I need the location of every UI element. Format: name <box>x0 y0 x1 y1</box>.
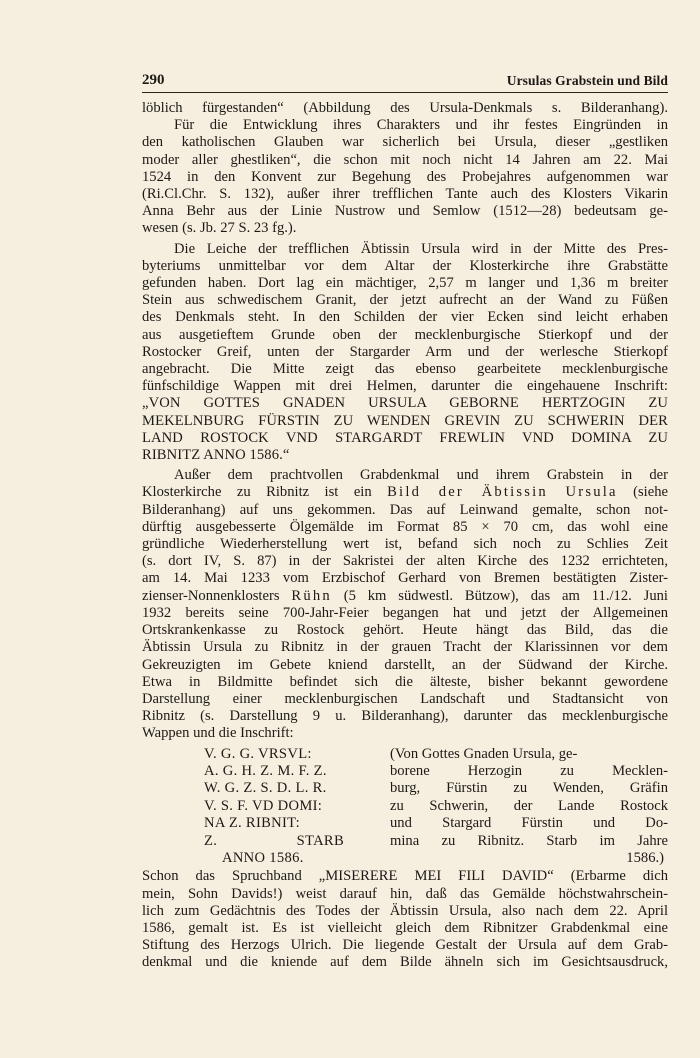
text-line: den katholischen Glauben war sicherlich bei Ursula, dieser „gestliken <box>142 134 668 151</box>
emphasized-place: Rühn <box>291 587 332 604</box>
text-fragment: (siehe <box>633 484 668 501</box>
text-line: mein, Sohn Davids!) weist darauf hin, daß das Gemälde höchstwahrschein- <box>142 885 668 902</box>
text-line: Bilderanhang) auf uns gekommen. Das auf Leinwand gemalte, schon not- <box>142 501 668 518</box>
text-line: 1932 bereits seine 700-Jahr-Feier begangen hat und jetzt der Allgemeinen <box>142 604 668 621</box>
text-line: Darstellung einer mecklenburgischen Landschaft und Stadtansicht von <box>142 690 668 707</box>
paragraph-4 <box>142 868 668 971</box>
body-text <box>142 100 668 972</box>
text-line: Rostocker Greif, unten der Stargarder Arm und der werlesche Stierkopf <box>142 343 668 360</box>
inscription-original <box>142 746 388 868</box>
inscription-original-line: V. S. F. VD DOMI: <box>204 797 323 814</box>
text-line: byteriums unmittelbar vor dem Altar der Klosterkirche ihre Grabstätte <box>142 257 668 274</box>
text-line: fünfschildige Wappen mit drei Helmen, darunter die eingehauene Inschrift: <box>142 378 668 395</box>
translation-line: zu Schwerin, der Lande Rostock <box>390 797 668 814</box>
translation-line: 1586.) <box>626 849 664 866</box>
inscription-original-line: A. G. H. Z. M. F. Z. <box>204 762 327 779</box>
inscription-line: LAND ROSTOCK VND STARGARDT FREWLIN VND DOMINA ZU <box>142 429 668 446</box>
text-fragment: zienser-Nonnenklosters <box>142 587 280 604</box>
text-line: des Denkmals steht. In den Schilden der vier Ecken sind leicht erhaben <box>142 309 668 326</box>
text-line: Außer dem prachtvollen Grabdenkmal und ihrem Grabstein in der <box>174 467 668 484</box>
translation-line: borene Herzogin zu Mecklen- <box>390 762 668 779</box>
text-line: Die Leiche der trefflichen Äbtissin Ursula wird in der Mitte des Pres- <box>174 240 668 257</box>
text-fragment: (5 km südwestl. Bützow), das am 11./12. Juni <box>343 587 668 604</box>
inscription-line: RIBNITZ ANNO 1586.“ <box>142 447 290 464</box>
text-line: Schon das Spruchband „MISERERE MEI FILI DAVID“ (Erbarme dich <box>142 868 668 885</box>
inscription-line: MEKELNBURG FÜRSTIN ZU WENDEN GREVIN ZU SCHWERIN DER <box>142 412 668 429</box>
text-line: gründliche Wiederherstellung wert ist, befand sich noch zu Schlies Zeit <box>142 536 668 553</box>
text-line: Wappen und die Inschrift: <box>142 725 294 742</box>
text-fragment: Z. <box>204 832 218 849</box>
text-line: 1586, gemalt ist. Es ist vielleicht gleich dem Ribnitzer Grabdenkmal eine <box>142 919 668 936</box>
inscription-original-line <box>204 833 344 850</box>
running-title: Ursulas Grabstein und Bild <box>506 73 668 88</box>
page-header <box>142 72 668 93</box>
inscription-line: „VON GOTTES GNADEN URSULA GEBORNE HERTZOGIN ZU <box>142 395 668 412</box>
text-line: gefunden haben. Dort lag ein mächtiger, 2,57 m langer und 1,36 m breiter <box>142 275 668 292</box>
inscription-original-line: W. G. Z. S. D. L. R. <box>204 780 327 797</box>
text-line <box>142 484 668 501</box>
inscription-translation <box>388 746 668 868</box>
text-line: denkmal und die kniende auf dem Bilde ähneln sich im Gesichtsausdruck, <box>142 954 668 971</box>
text-line: Anna Behr aus der Linie Nustrow und Semlow (1512—28) bedeutsam ge- <box>142 203 668 220</box>
text-fragment: STARB <box>296 832 344 849</box>
paragraph-2 <box>142 241 668 465</box>
paragraph-3 <box>142 467 668 742</box>
translation-line: mina zu Ribnitz. Starb im Jahre <box>390 832 668 849</box>
inscription-original-line: NA Z. RIBNIT: <box>204 815 301 832</box>
text-line: Für die Entwicklung ihres Charakters und ihr festes Eingründen in <box>174 117 668 134</box>
text-line: (s. dort IV, S. 87) in der Sakristei der alten Kirche des 1232 errichteten, <box>142 553 668 570</box>
text-line: Äbtissin Ursula zu Ribnitz in der grauen Tracht der Klarissinnen vor dem <box>142 639 668 656</box>
inscription-original-line: V. G. G. VRSVL: <box>204 745 312 762</box>
text-line: angebracht. Die Mitte zeigt das ebenso gearbeitete mecklenburgische <box>142 361 668 378</box>
text-line: Stiftung des Herzogs Ulrich. Die liegende Gestalt der Ursula auf dem Grab- <box>142 937 668 954</box>
emphasized-title: Bild der Äbtissin Ursula <box>387 484 618 501</box>
translation-line: burg, Fürstin zu Wenden, Gräfin <box>390 780 668 797</box>
text-line: dürftig ausgebesserte Ölgemälde im Format 85 × 70 cm, das wohl eine <box>142 518 668 535</box>
text-line: (Ri.Cl.Chr. S. 132), außer ihrer trefflichen Tante auch des Klosters Vikarin <box>142 186 668 203</box>
inscription-original-line: ANNO 1586. <box>222 849 304 866</box>
text-line: löblich fürgestanden“ (Abbildung des Ursula-Denkmals s. Bilderanhang). <box>142 100 668 116</box>
text-fragment: Klosterkirche zu Ribnitz ist ein <box>142 484 372 501</box>
translation-line: (Von Gottes Gnaden Ursula, ge- <box>390 745 578 762</box>
text-line: moder aller ghestliken“, die schon mit noch nicht 14 Jahren am 22. Mai <box>142 151 668 168</box>
text-line <box>142 588 668 605</box>
paragraph-1 <box>142 100 668 238</box>
page-number: 290 <box>142 72 165 88</box>
inscription-block <box>142 746 668 868</box>
text-line: Stein aus schwedischem Granit, der jetzt aufrecht an der Wand zu Füßen <box>142 292 668 309</box>
text-line: Etwa in Bildmitte befindet sich die älteste, bisher bekannt gewordene <box>142 673 668 690</box>
text-line: wesen (s. Jb. 27 S. 23 fg.). <box>142 220 297 237</box>
translation-line: und Stargard Fürstin und Do- <box>390 815 668 832</box>
text-line: aus ausgetieftem Grunde oben der mecklenburgische Stierkopf und der <box>142 326 668 343</box>
text-line: Ortskrankenkasse zu Rostock gehört. Heute hängt das Bild, das die <box>142 622 668 639</box>
text-line: am 14. Mai 1233 vom Erzbischof Gerhard von Bremen bestätigten Zister- <box>142 570 668 587</box>
text-line: 1524 in den Konvent zur Begehung des Probejahres aufgenommen war <box>142 168 668 185</box>
text-line: Gekreuzigten im Gebete kniend darstellt, an der Südwand der Kirche. <box>142 656 668 673</box>
text-line: Ribnitz (s. Darstellung 9 u. Bilderanhang), darunter das mecklenburgische <box>142 708 668 725</box>
text-line: lich zum Gedächtnis des Todes der Äbtissin Ursula, also nach dem 22. April <box>142 902 668 919</box>
